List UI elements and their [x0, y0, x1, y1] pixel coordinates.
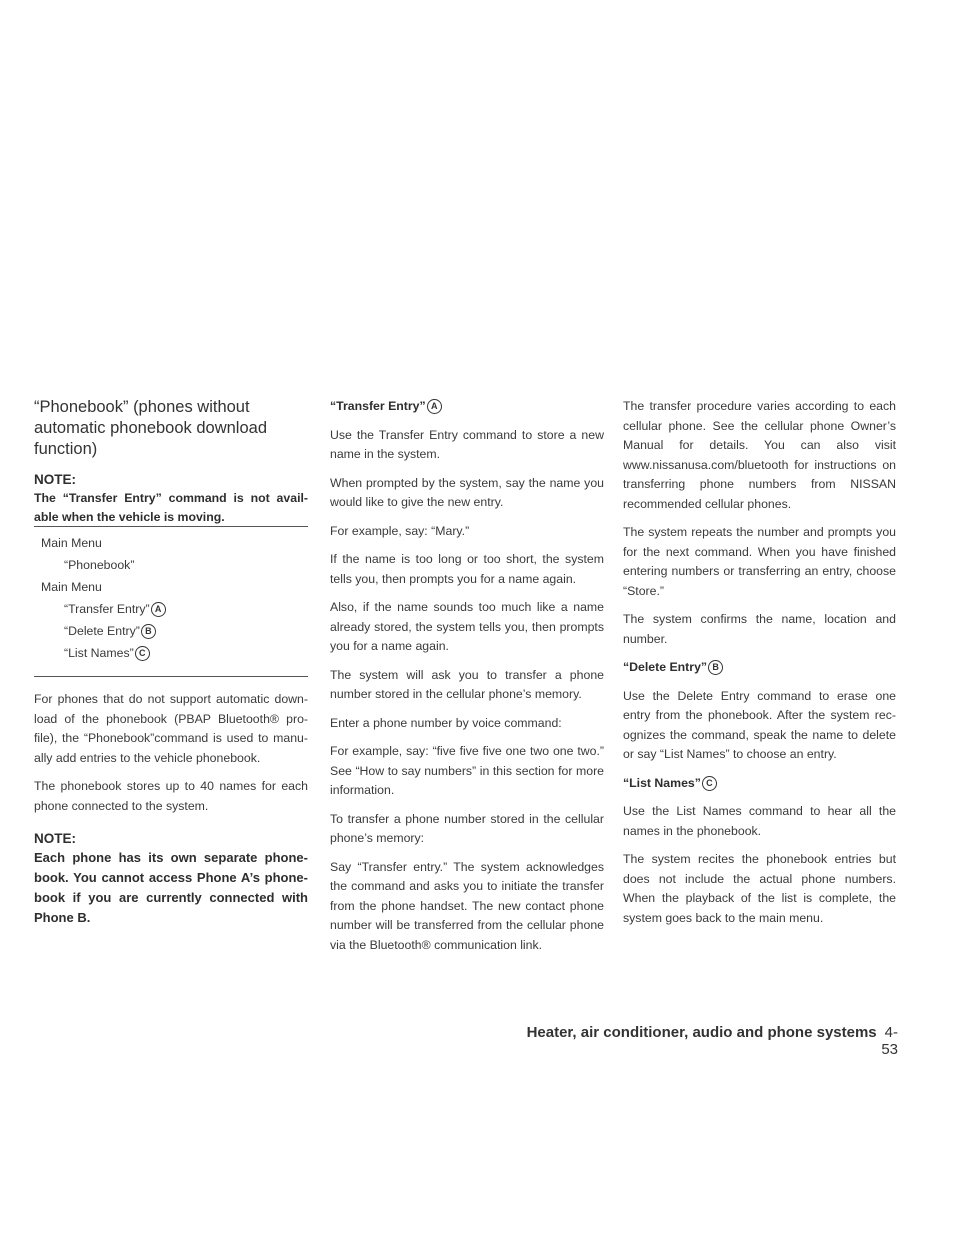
subheading-label: “Delete Entry” — [623, 660, 708, 674]
menu-item-label: “Transfer Entry” — [64, 602, 150, 616]
subheading-delete-entry — [623, 658, 896, 678]
body-paragraph: Use the Transfer Entry command to store a new name in the system. — [330, 427, 604, 461]
column-1 — [34, 397, 308, 928]
page-footer — [510, 1024, 898, 1058]
column-3 — [623, 397, 896, 937]
note-label: NOTE: — [34, 831, 76, 846]
subheading-label: “Transfer Entry” — [330, 399, 426, 413]
page-number: 4-53 — [881, 1024, 898, 1058]
body-paragraph: The system confirms the name, location and number. — [623, 612, 896, 646]
circled-c-icon: C — [135, 646, 150, 661]
body-paragraph: For example, say: “five five five one two one two.” See “How to say numbers” in this section for more information. — [330, 744, 604, 797]
circled-b-icon: B — [141, 624, 156, 639]
body-paragraph: The system repeats the number and prompts you for the next command. When you have finished entering numbers or transferring an entry, choose “Store.” — [623, 525, 896, 598]
subheading-transfer-entry — [330, 397, 604, 417]
body-paragraph: The transfer procedure varies according to each cellular phone. See the cellular phone Owner’s Manual for details. You can also visit www.nissanusa.com/bluetooth for instructions on transferring phone numbers from NISSAN recommended cellular phones. — [623, 399, 896, 511]
menu-item-label: “List Names” — [64, 646, 134, 660]
note-text: Each phone has its own separate phone-book. You cannot access Phone A’s phone-book if you are currently connected with Phone B. — [34, 850, 308, 925]
menu-line: Main Menu — [41, 580, 102, 594]
body-paragraph: Use the Delete Entry command to erase one entry from the phonebook. After the system rec-ognizes the command, speak the name to delete or say “List Names” to choose an entry. — [623, 688, 896, 761]
body-paragraph: Also, if the name sounds too much like a name already stored, the system tells you, then prompts you for a name again. — [330, 600, 604, 653]
circled-b-icon: B — [708, 660, 723, 675]
body-paragraph: To transfer a phone number stored in the cellular phone’s memory: — [330, 811, 604, 845]
note-text: The “Transfer Entry” command is not avail-able when the vehicle is moving. — [34, 491, 308, 524]
menu-item-label: “Delete Entry” — [64, 624, 140, 638]
footer-section-title: Heater, air conditioner, audio and phone systems — [526, 1024, 877, 1041]
menu-box — [34, 526, 308, 677]
menu-item-list-names — [34, 642, 308, 664]
menu-item-delete-entry — [34, 620, 308, 642]
menu-item-transfer-entry — [34, 598, 308, 620]
menu-line: “Phonebook” — [64, 558, 135, 572]
circled-a-icon: A — [427, 399, 442, 414]
circled-a-icon: A — [151, 602, 166, 617]
column-2 — [330, 397, 604, 964]
subheading-label: “List Names” — [623, 775, 701, 790]
section-heading: “Phonebook” (phones without automatic phonebook download function) — [34, 398, 268, 458]
body-paragraph: Use the List Names command to hear all the names in the phonebook. — [623, 804, 896, 838]
menu-line: Main Menu — [41, 536, 102, 550]
subheading-list-names — [623, 774, 896, 794]
body-paragraph: For phones that do not support automatic down-load of the phonebook (PBAP Bluetooth® pro-file), the “Phonebook”command is used to manu-ally add entries to the vehicle phonebook. — [34, 692, 308, 765]
body-paragraph: When prompted by the system, say the name you would like to give the new entry. — [330, 475, 604, 509]
body-paragraph: The system recites the phonebook entries but does not include the actual phone numbers. When the playback of the list is complete, the system goes back to the main menu. — [623, 852, 896, 925]
body-paragraph: The system will ask you to transfer a phone number stored in the cellular phone’s memory. — [330, 667, 604, 701]
body-paragraph: Enter a phone number by voice command: — [330, 715, 562, 730]
body-paragraph: For example, say: “Mary.” — [330, 523, 470, 538]
body-paragraph: Say “Transfer entry.” The system acknowledges the command and asks you to initiate the transfer from the phone handset. The new contact phone number will be transferred from the cellular phone via the Bluetooth® communication link. — [330, 859, 604, 952]
body-paragraph: If the name is too long or too short, the system tells you, then prompts you for a name again. — [330, 552, 604, 586]
body-paragraph: The phonebook stores up to 40 names for each phone connected to the system. — [34, 779, 308, 813]
circled-c-icon: C — [702, 776, 717, 791]
note-label: NOTE: — [34, 472, 76, 487]
